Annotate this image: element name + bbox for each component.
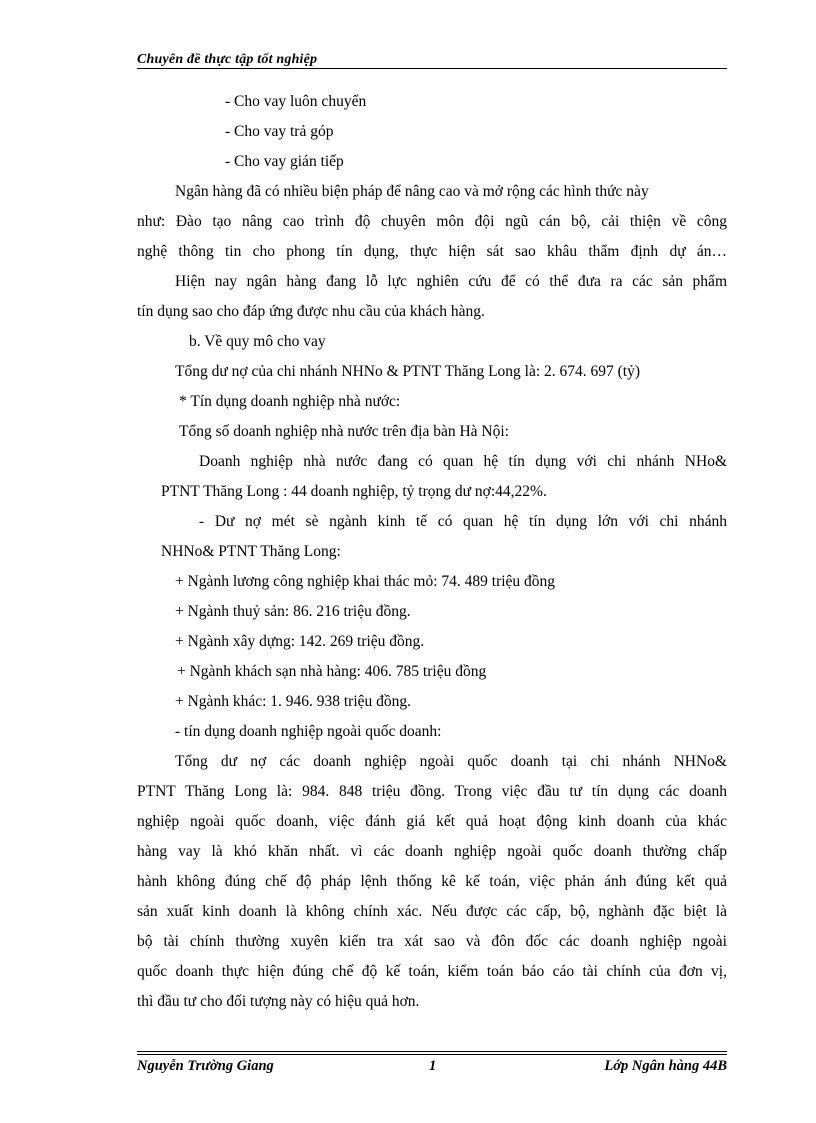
footer-author: Nguyễn Trường Giang	[137, 1058, 274, 1074]
text-line: Tổng số doanh nghiệp nhà nước trên địa bàn Hà Nội:	[179, 423, 509, 440]
text-line: PTNT Thăng Long là: 984. 848 triệu đồng. Trong việc đầu tư tín dụng các doanh	[137, 783, 727, 800]
text-line: bộ tài chính thường xuyên kiển tra xát sao và đôn đốc các doanh nghiệp ngoài	[137, 933, 727, 950]
text-line: + Ngành khách sạn nhà hàng: 406. 785 triệu đồng	[177, 663, 487, 680]
text-line: quốc doanh thực hiện đúng chế độ kế toán, kiểm toán báo cáo tài chính của đơn vị,	[137, 963, 727, 980]
header-rule	[137, 68, 727, 69]
text-line: NHNo& PTNT Thăng Long:	[161, 543, 341, 560]
text-line: + Ngành khác: 1. 946. 938 triệu đồng.	[175, 693, 412, 710]
text-line: Tổng dư nợ các doanh nghiệp ngoài quốc doanh tại chi nhánh NHNo&	[175, 753, 727, 770]
text-line: Ngân hàng đã có nhiều biện pháp để nâng cao và mở rộng các hình thức này	[175, 183, 649, 200]
text-line: sản xuất kinh doanh là không chính xác. Nếu được các cấp, bộ, nghành đặc biệt là	[137, 903, 727, 920]
page-header	[137, 50, 727, 68]
text-line: PTNT Thăng Long : 44 doanh nghiệp, tỷ trọng dư nợ:44,22%.	[161, 483, 547, 500]
footer-class-name: Lớp Ngân hàng 44B	[604, 1058, 727, 1074]
text-line: + Ngành thuỷ sản: 86. 216 triệu đồng.	[175, 603, 411, 620]
text-line: + Ngành lương công nghiệp khai thác mỏ: 74. 489 triệu đồng	[175, 573, 556, 590]
text-line: + Ngành xây dựng: 142. 269 triệu đồng.	[175, 633, 425, 650]
text-line: Hiện nay ngân hàng đang lỗ lực nghiên cứu để có thể đưa ra các sản phẩm	[175, 273, 727, 290]
text-line: - Cho vay luôn chuyển	[225, 93, 367, 110]
text-line: * Tín dụng doanh nghiệp nhà nước:	[179, 393, 401, 410]
footer-rule	[137, 1051, 727, 1052]
text-line: hành không đúng chế độ pháp lệnh thống kê kế toán, việc phản ánh đúng kết quả	[137, 873, 727, 890]
text-line: b. Về quy mô cho vay	[189, 333, 326, 350]
text-line: như: Đào tạo nâng cao trình độ chuyên môn đội ngũ cán bộ, cải thiện về công	[137, 213, 727, 230]
footer-page-number: 1	[429, 1058, 437, 1074]
text-line: Tổng dư nợ của chi nhánh NHNo & PTNT Thăng Long là: 2. 674. 697 (tỷ)	[175, 363, 641, 380]
text-line: nghiệp ngoài quốc doanh, việc đánh giá kết quả hoạt động kinh doanh của khác	[137, 813, 727, 830]
text-line: - tín dụng doanh nghiệp ngoài quốc doanh:	[175, 723, 442, 740]
text-line: - Cho vay trả góp	[225, 123, 334, 140]
text-line: thì đầu tư cho đối tượng này có hiệu quả hơn.	[137, 993, 420, 1010]
header-title: Chuyên đề thực tập tốt nghiệp	[137, 52, 318, 67]
text-line: - Dư nợ mét sè ngành kinh tế có quan hệ tín dụng lớn với chi nhánh	[199, 513, 727, 530]
text-line: tín dụng sao cho đáp ứng được nhu cầu của khách hàng.	[137, 303, 485, 320]
text-line: Doanh nghiệp nhà nước đang có quan hệ tín dụng với chi nhánh NHo&	[199, 453, 727, 470]
text-line: nghệ thông tin cho phong tín dụng, thực hiện sát sao khâu thẩm định dự án…	[137, 243, 727, 260]
text-line: hàng vay là khó khăn nhất. vì các doanh nghiệp ngoài quốc doanh thường chấp	[137, 843, 727, 860]
text-line: - Cho vay gián tiếp	[225, 153, 344, 170]
footer-rule	[137, 1054, 727, 1055]
